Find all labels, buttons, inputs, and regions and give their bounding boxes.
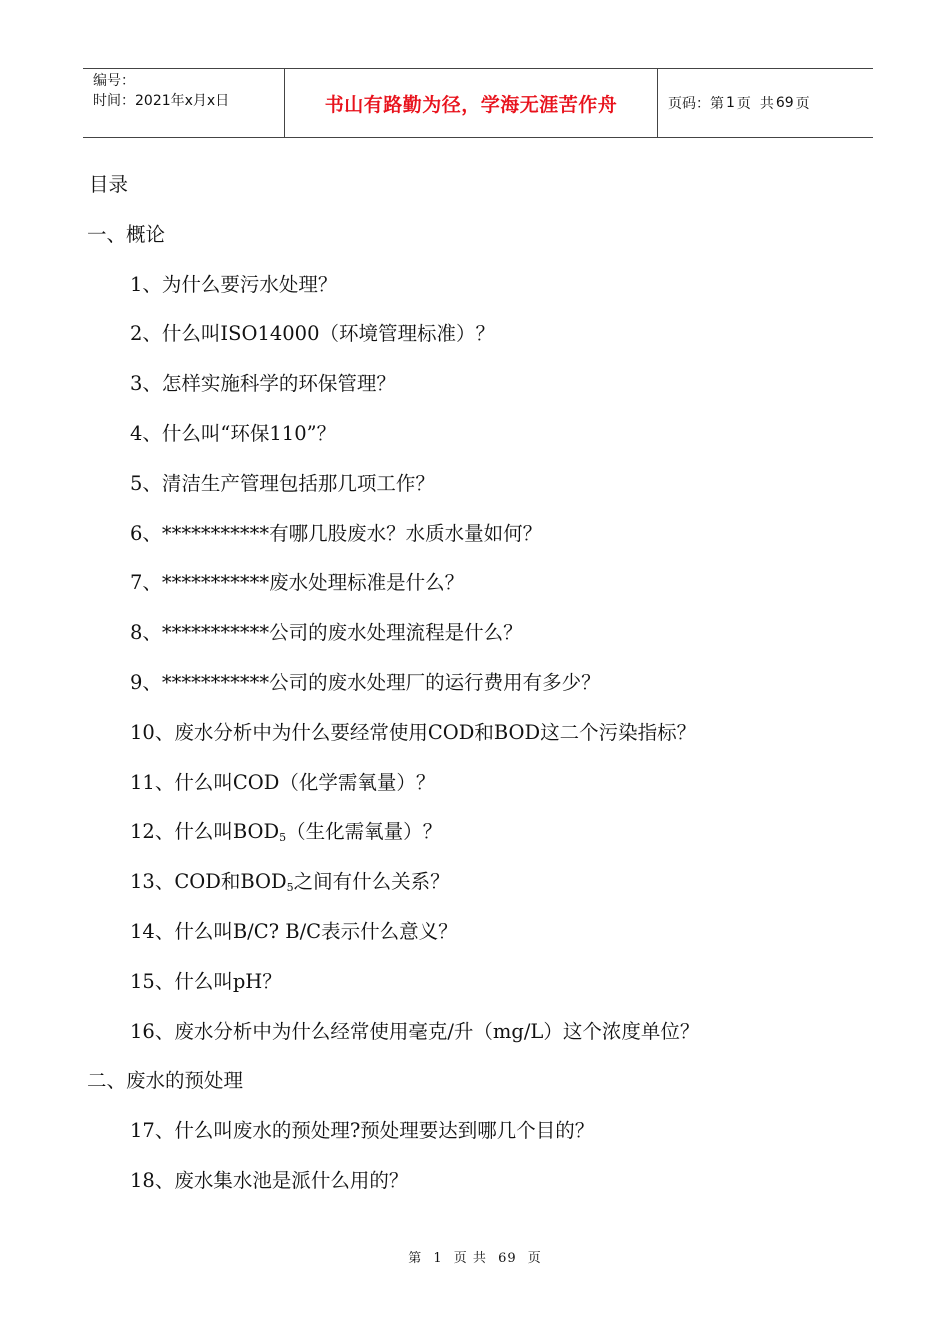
toc-item: 6、***********有哪几股废水？水质水量如何？ (130, 521, 543, 545)
toc-item: 16、废水分析中为什么经常使用毫克/升（mg/L）这个浓度单位？ (130, 1019, 700, 1043)
toc-item-12-subscript: 5 (279, 831, 287, 845)
footer-current-page: 1 (433, 1251, 443, 1266)
header-meta (83, 69, 284, 137)
toc-item: 4、什么叫“环保110”？ (130, 421, 337, 445)
header-page-info (658, 69, 873, 137)
toc-item: 9、***********公司的废水处理厂的运行费用有多少？ (130, 670, 601, 694)
toc-item: 15、什么叫pH？ (130, 969, 282, 993)
toc-item: 2、什么叫ISO14000（环境管理标准）？ (130, 322, 495, 346)
toc-section-heading: 一、概论 (87, 222, 166, 246)
toc-item-12-text: 12、什么叫BOD (130, 820, 280, 844)
toc-item: 7、***********废水处理标准是什么？ (130, 571, 465, 595)
page-info-mid: 页 共 (736, 96, 774, 112)
header-motto: 书山有路勤为径，学海无涯苦作舟 (324, 93, 618, 116)
document-time-label: 时间：2021年x月x日 (93, 93, 230, 109)
toc-item: 8、***********公司的废水处理流程是什么？ (130, 621, 523, 645)
page-info-prefix: 页码：第 (668, 96, 724, 112)
toc-item: 5、清洁生产管理包括那几项工作？ (130, 471, 435, 495)
page-info-total: 69 (775, 95, 794, 111)
page-header (83, 68, 873, 138)
toc-item-13 (130, 863, 877, 913)
toc-item: 17、什么叫废水的预处理?预处理要达到哪几个目的？ (130, 1119, 595, 1143)
page-footer (0, 1247, 950, 1266)
page-info-suffix: 页 (795, 96, 810, 112)
footer-mid: 页 共 (453, 1251, 487, 1266)
header-motto-cell (284, 69, 658, 137)
toc-item-13-text: 13、COD和BOD (130, 870, 287, 894)
table-of-contents (87, 166, 877, 1212)
toc-item: 14、什么叫B/C? B/C表示什么意义？ (130, 919, 458, 943)
toc-section-heading: 二、废水的预处理 (87, 1069, 244, 1093)
footer-prefix: 第 (408, 1251, 423, 1266)
toc-item-12 (130, 813, 877, 863)
toc-item-12-tail: （生化需氧量）？ (286, 820, 443, 844)
footer-suffix: 页 (527, 1251, 542, 1266)
toc-title: 目录 (89, 173, 129, 196)
page-info-current: 1 (726, 95, 735, 111)
toc-item: 1、为什么要污水处理？ (130, 272, 338, 296)
toc-item: 11、什么叫COD（化学需氧量）？ (130, 770, 436, 794)
toc-item: 3、怎样实施科学的环保管理？ (130, 372, 396, 396)
document-number-label: 编号： (93, 73, 135, 89)
toc-item: 10、废水分析中为什么要经常使用COD和BOD这二个污染指标？ (130, 720, 697, 744)
toc-item: 18、废水集水池是派什么用的？ (130, 1168, 409, 1192)
toc-item-13-tail: 之间有什么关系？ (293, 870, 450, 894)
footer-total-pages: 69 (498, 1251, 517, 1266)
toc-item-13-subscript: 5 (286, 881, 294, 895)
